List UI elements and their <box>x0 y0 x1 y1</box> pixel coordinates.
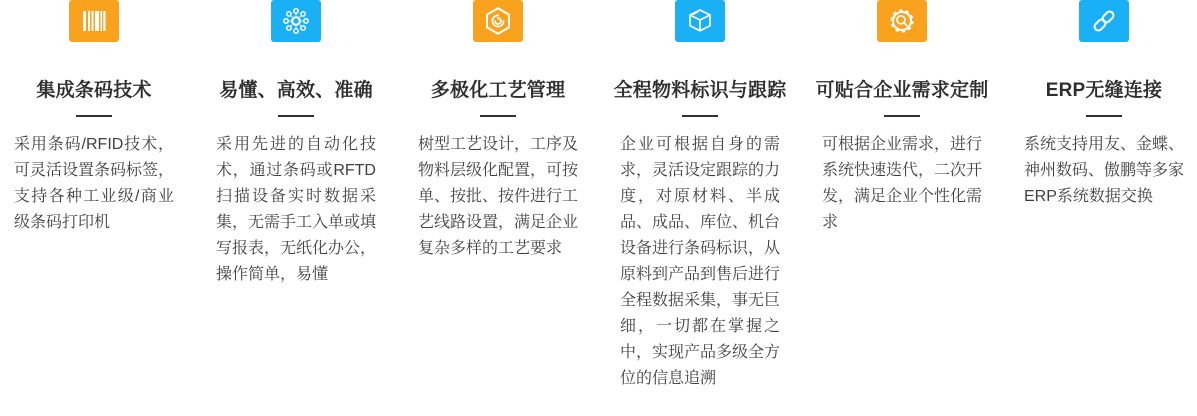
feature-title: 可贴合企业需求定制 <box>815 80 989 101</box>
feature-description: 企业可根据自身的需求，灵活设定跟踪的力度，对原材料、半成品、成品、库位、机台设备进行条码标识，从原料到产品到售后进行全程数据采集，事无巨细，一切都在掌握之中，实现产品多级全方位的信息追溯 <box>620 136 781 387</box>
feature-title: 易懂、高效、准确 <box>219 80 373 101</box>
title-divider <box>1086 115 1122 117</box>
feature-description: 可根据企业需求，进行系统快速迭代，二次开发，满足企业个性化需求 <box>822 136 983 231</box>
feature-description: 采用先进的自动化技术，通过条码或RFTD扫描设备实时数据采集，无需手工入单或填写报表，无纸化办公，操作简单，易懂 <box>216 136 377 283</box>
title-divider <box>278 115 314 117</box>
title-divider <box>682 115 718 117</box>
chain-link-icon-glyph <box>1089 6 1119 36</box>
gear-magnifier-icon <box>877 0 927 42</box>
feature-description: 系统支持用友、金蝶、神州数码、傲鹏等多家ERP系统数据交换 <box>1024 136 1185 205</box>
package-box-icon <box>675 0 725 42</box>
feature-description: 采用条码/RFID技术，可灵活设置条码标签，支持各种工业级/商业级条码打印机 <box>14 136 175 231</box>
package-box-icon-glyph <box>685 6 715 36</box>
feature-card-barcode <box>14 0 174 236</box>
title-divider <box>480 115 516 117</box>
chain-link-icon <box>1079 0 1129 42</box>
title-divider <box>76 115 112 117</box>
feature-card-process <box>418 0 578 262</box>
feature-card-customization <box>815 0 989 236</box>
hexagon-spiral-icon-glyph <box>483 6 513 36</box>
feature-card-erp <box>1024 0 1184 210</box>
feature-card-automation <box>216 0 376 288</box>
title-divider <box>884 115 920 117</box>
feature-title: 多极化工艺管理 <box>430 80 566 101</box>
hexagon-spiral-icon <box>473 0 523 42</box>
network-hub-icon-glyph <box>281 6 311 36</box>
gear-magnifier-icon-glyph <box>886 5 918 37</box>
feature-title: ERP无缝连接 <box>1045 80 1163 101</box>
feature-description: 树型工艺设计，工序及物料层级化配置，可按单、按批、按件进行工艺线路设置，满足企业复杂多样的工艺要求 <box>418 136 579 257</box>
feature-title: 集成条码技术 <box>36 80 152 101</box>
barcode-icon-glyph <box>82 9 106 33</box>
feature-card-tracking <box>613 0 787 392</box>
barcode-icon <box>69 0 119 42</box>
network-hub-icon <box>271 0 321 42</box>
feature-title: 全程物料标识与跟踪 <box>613 80 787 101</box>
